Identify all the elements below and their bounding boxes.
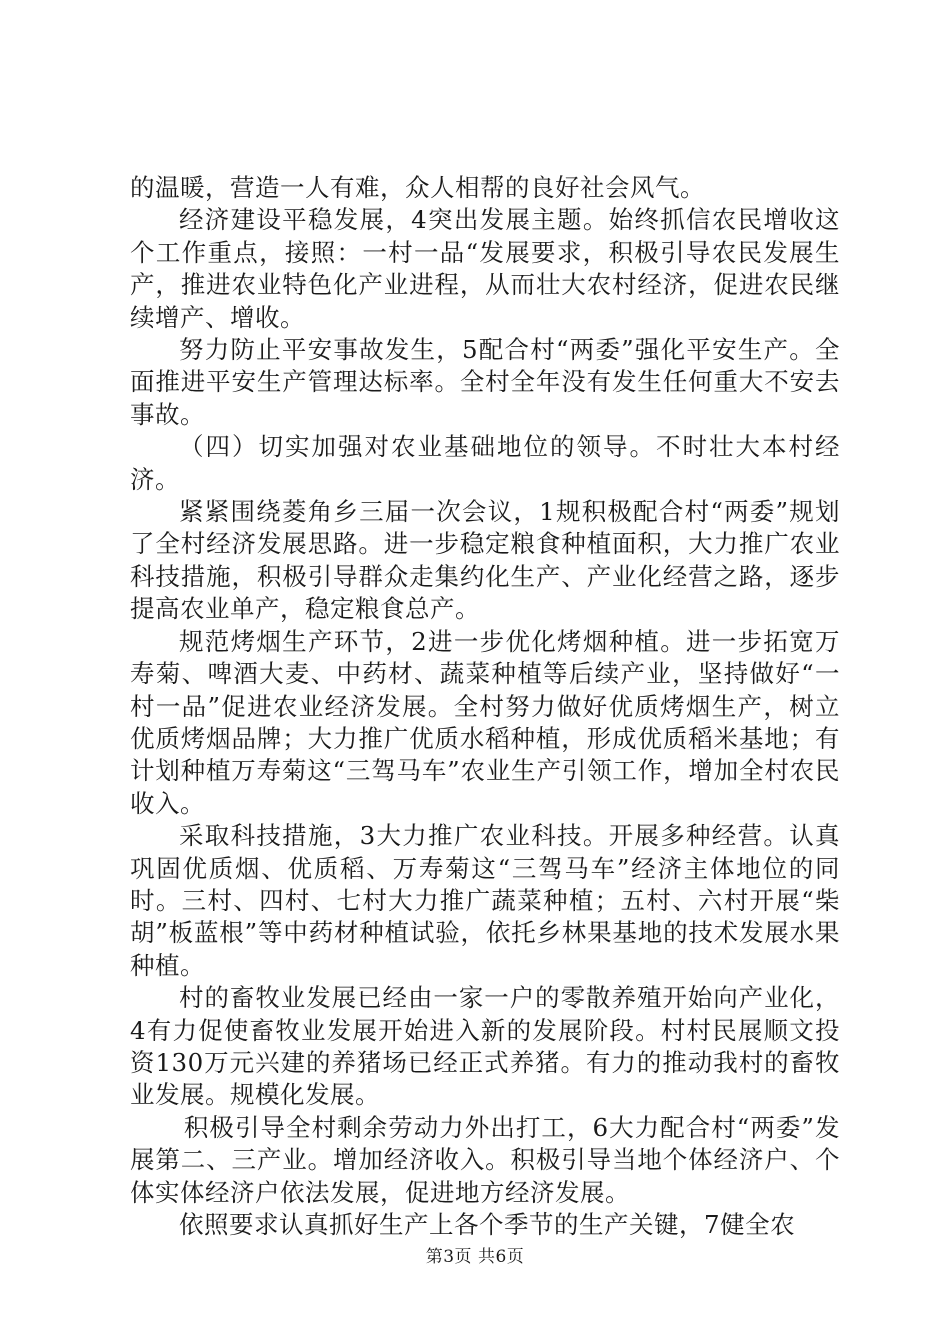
paragraph-8: 村的畜牧业发展已经由一家一户的零散养殖开始向产业化，4有力促使畜牧业发展开始进入新的发展阶段。村村民展顺文投资130万元兴建的养猪场已经正式养猪。有力的推动我村的畜牧业发展。规模化发展。 <box>130 983 840 1110</box>
paragraph-9: 积极引导全村剩余劳动力外出打工，6大力配合村“两委”发展第二、三产业。增加经济收入。积极引导当地个体经济户、个体实体经济户依法发展，促进地方经济发展。 <box>130 1112 840 1207</box>
paragraph-5: 紧紧围绕菱角乡三届一次会议，1规积极配合村“两委”规划了全村经济发展思路。进一步稳定粮食种植面积，大力推广农业科技措施，积极引导群众走集约化生产、产业化经营之路，逐步提高农业单产，稳定粮食总产。 <box>130 497 840 624</box>
paragraph-3: 努力防止平安事故发生，5配合村“两委”强化平安生产。全面推进平安生产管理达标率。全村全年没有发生任何重大不安去事故。 <box>130 335 840 429</box>
page-footer: 第3页 共6页 <box>425 1247 525 1267</box>
paragraph-4: （四）切实加强对农业基础地位的领导。不时壮大本村经济。 <box>130 432 840 494</box>
paragraph-7: 采取科技措施，3大力推广农业科技。开展多种经营。认真巩固优质烟、优质稻、万寿菊这“三驾马车”经济主体地位的同时。三村、四村、七村大力推广蔬菜种植；五村、六村开展“柴胡”板蓝根”等中药材种植试验，依托乡林果基地的技术发展水果种植。 <box>130 821 840 980</box>
document-body <box>130 172 840 1241</box>
paragraph-2: 经济建设平稳发展，4突出发展主题。始终抓信农民增收这个工作重点，接照：一村一品“发展要求，积极引导农民发展生产，推进农业特色化产业进程，从而壮大农村经济，促进农民继续增产、增收。 <box>130 205 840 332</box>
paragraph-6: 规范烤烟生产环节，2进一步优化烤烟种植。进一步拓宽万寿菊、啤酒大麦、中药材、蔬菜种植等后续产业，坚持做好“一村一品”促进农业经济发展。全村努力做好优质烤烟生产，树立优质烤烟品牌；大力推广优质水稻种植，形成优质稻米基地；有计划种植万寿菊这“三驾马车”农业生产引领工作，增加全村农民收入。 <box>130 626 840 818</box>
paragraph-1: 的温暖，营造一人有难，众人相帮的良好社会风气。 <box>130 173 705 202</box>
paragraph-10: 依照要求认真抓好生产上各个季节的生产关键，7健全农 <box>179 1210 796 1239</box>
